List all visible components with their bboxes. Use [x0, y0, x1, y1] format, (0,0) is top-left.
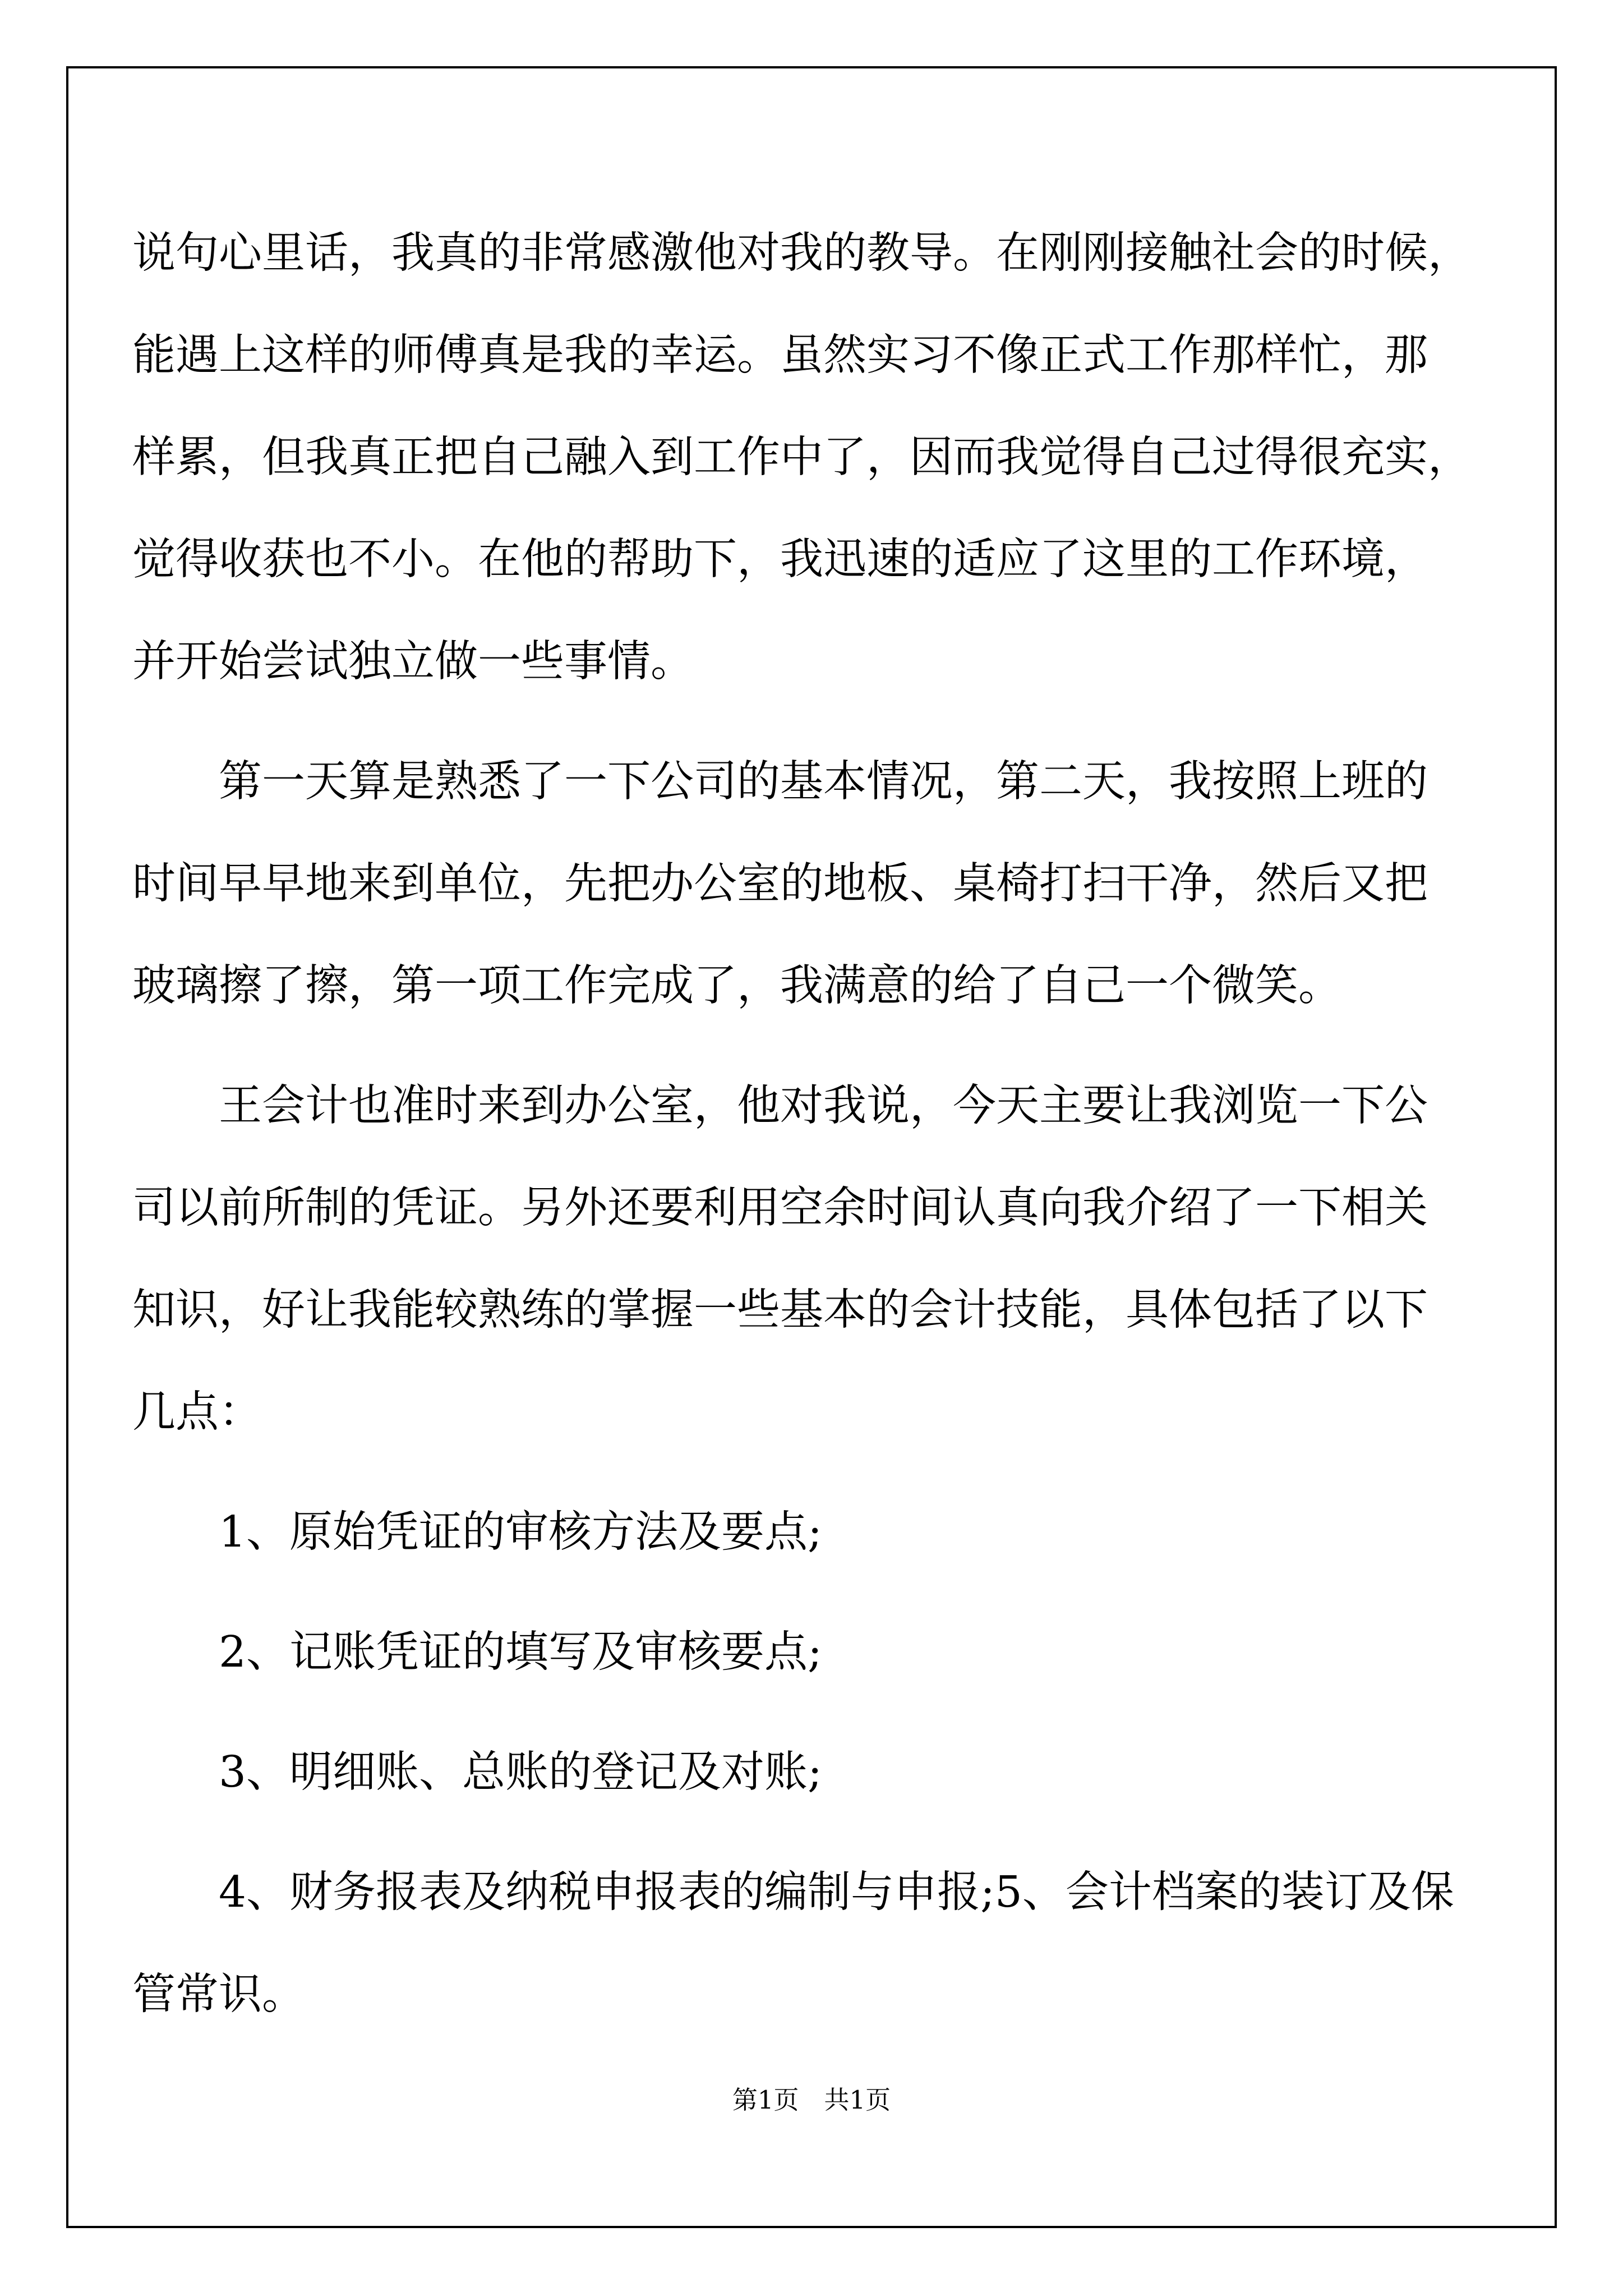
list-item: 4、财务报表及纳税申报表的编制与申报;5、会计档案的装订及保: [219, 1867, 1454, 1917]
text-line: 第一天算是熟悉了一下公司的基本情况，第二天，我按照上班的: [219, 757, 1428, 807]
list-item: 3、明细账、总账的登记及对账;: [219, 1747, 822, 1797]
text-line: 觉得收获也不小。在他的帮助下，我迅速的适应了这里的工作环境，: [132, 535, 1428, 585]
text-line: 说句心里话，我真的非常感激他对我的教导。在刚刚接触社会的时候，: [132, 228, 1471, 278]
page-number-footer: 第1页 共1页: [732, 2085, 891, 2115]
text-line: 司以前所制的凭证。另外还要利用空余时间认真向我介绍了一下相关: [132, 1183, 1428, 1233]
text-line: 并开始尝试独立做一些事情。: [132, 637, 694, 687]
text-line: 王会计也准时来到办公室，他对我说，今天主要让我浏览一下公: [219, 1081, 1428, 1131]
text-line: 时间早早地来到单位，先把办公室的地板、桌椅打扫干净，然后又把: [132, 859, 1428, 909]
text-line: 样累，但我真正把自己融入到工作中了，因而我觉得自己过得很充实，: [132, 432, 1471, 482]
text-line: 管常识。: [132, 1970, 305, 2019]
list-item: 1、原始凭证的审核方法及要点;: [219, 1507, 822, 1557]
list-item: 2、记账凭证的填写及审核要点;: [219, 1627, 822, 1677]
text-line: 玻璃擦了擦，第一项工作完成了，我满意的给了自己一个微笑。: [132, 961, 1341, 1011]
document-body: [132, 0, 1471, 2296]
text-line: 知识，好让我能较熟练的掌握一些基本的会计技能，具体包括了以下: [132, 1285, 1428, 1335]
text-line: 几点：: [132, 1387, 262, 1437]
text-line: 能遇上这样的师傅真是我的幸运。虽然实习不像正式工作那样忙，那: [132, 330, 1428, 380]
